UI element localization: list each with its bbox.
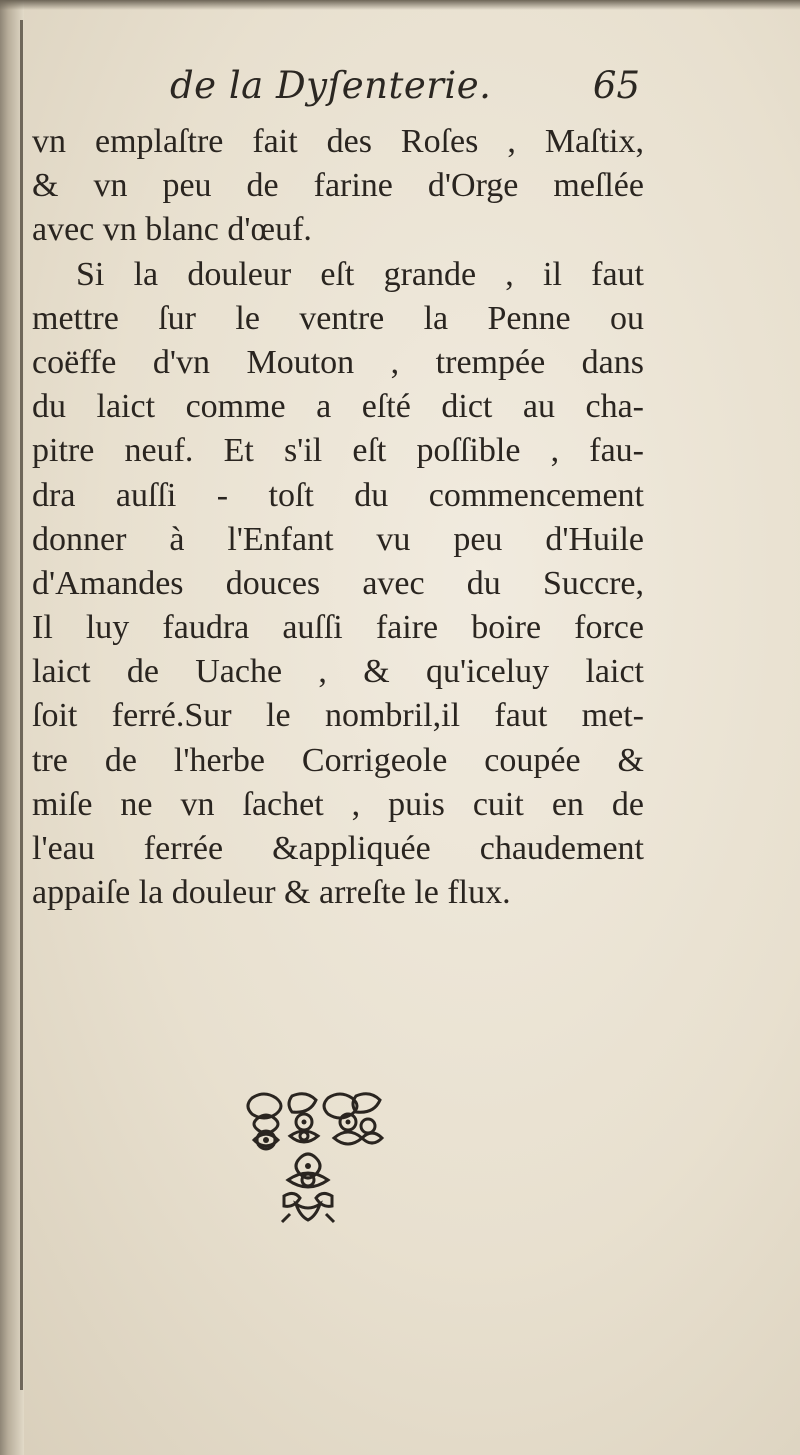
text-line: ſoit ferré.Sur le nombril,il faut met- — [32, 697, 644, 735]
text-line: coëffe d'vn Mouton , trempée dans — [32, 343, 644, 381]
text-line: & vn peu de farine d'Orge meſlée — [32, 167, 644, 205]
text-line: laict de Uache , & qu'iceluy laict — [32, 653, 644, 691]
text-line: mettre ſur le ventre la Penne ou — [32, 299, 644, 337]
text-line: donner à l'Enfant vu peu d'Huile — [32, 520, 644, 558]
text-line: d'Amandes douces avec du Succre, — [32, 564, 644, 602]
paragraph-first-line: Si la douleur eſt grande , il faut — [76, 255, 644, 293]
gutter-line — [20, 20, 23, 1390]
page-number: 65 — [592, 64, 640, 107]
text-line: avec vn blanc d'œuf. — [32, 211, 312, 249]
page-header — [160, 64, 640, 120]
text-line: dra auſſi - toſt du commencement — [32, 476, 644, 514]
text-line: pitre neuf. Et s'il eſt poſſible , fau- — [32, 432, 644, 470]
text-line: du laict comme a eſté dict au cha- — [32, 388, 644, 426]
floral-fleuron-icon — [244, 1088, 388, 1228]
text-line: l'eau ferrée &appliquée chaudement — [32, 830, 644, 867]
page-top-edge — [0, 0, 800, 10]
text-line: tre de l'herbe Corrigeole coupée & — [32, 741, 644, 779]
text-line: vn emplaſtre fait des Roſes , Maſtix, — [32, 123, 644, 160]
text-line: appaiſe la douleur & arreſte le flux. — [32, 874, 511, 912]
body-text — [32, 120, 644, 960]
text-line: Il luy faudra auſſi faire boire force — [32, 609, 644, 647]
running-title: de la Dyſenterie. — [170, 64, 492, 107]
text-line: miſe ne vn ſachet , puis cuit en de — [32, 785, 644, 823]
